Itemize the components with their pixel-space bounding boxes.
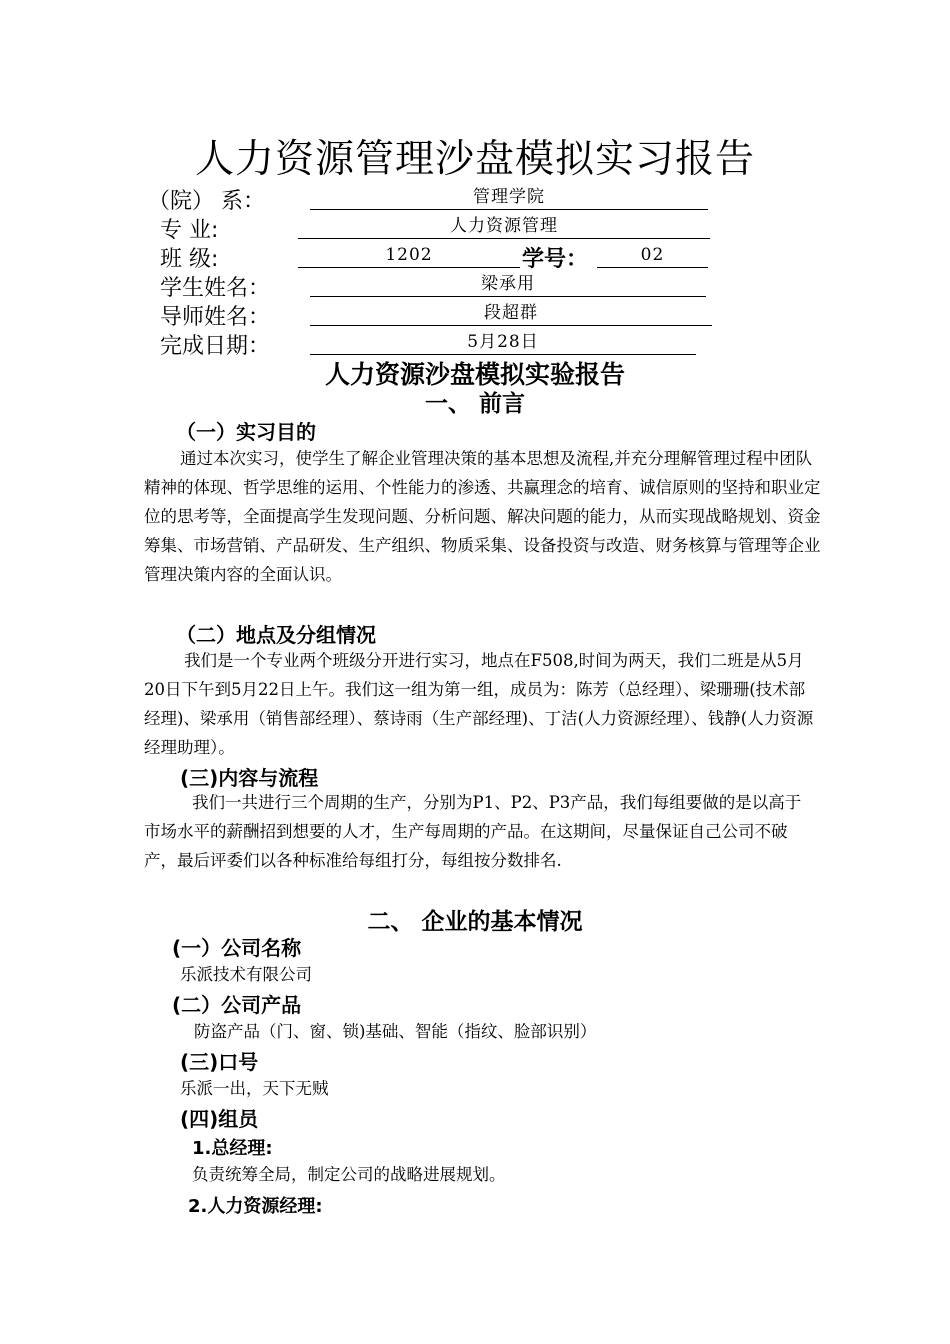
- student-name-value: 梁承用: [481, 274, 535, 294]
- class-field: [298, 239, 520, 268]
- major-value: 人力资源管理: [450, 216, 558, 236]
- section-1-2-title: （二）地点及分组情况: [176, 623, 376, 647]
- company-name-text: 乐派技术有限公司: [180, 965, 312, 984]
- role-2-title: 2.人力资源经理:: [188, 1196, 323, 1217]
- class-value: 1202: [385, 245, 433, 265]
- section-1-title: 一、 前言: [424, 390, 525, 417]
- major-label: 专 业:: [160, 218, 219, 243]
- date-label: 完成日期：: [160, 334, 271, 359]
- role-1-title: 1.总经理:: [192, 1138, 273, 1159]
- class-label: 班 级:: [160, 247, 219, 272]
- members-title: (四)组员: [180, 1107, 259, 1131]
- section-1-3-title: (三)内容与流程: [180, 766, 319, 790]
- section-1-1-text: 通过本次实习，使学生了解企业管理决策的基本思想及流程,并充分理解管理过程中团队精神的体现、哲学思维的运用、个性能力的渗透、共赢理念的培育、诚信原则的坚持和职业定位的思考等，全面提高学生发现问题、分析问题、解决问题的能力，从而实现战略规划、资金筹集、市场营销、产品研发、生产组织、物质采集、设备投资与改造、财务核算与管理等企业管理决策内容的全面认识。: [144, 449, 821, 584]
- major-field: [298, 210, 710, 239]
- student-name-label: 学生姓名：: [160, 276, 271, 301]
- dept-label: （院） 系：: [148, 189, 265, 214]
- report-subtitle: 人力资源沙盘模拟实验报告: [324, 360, 625, 389]
- tutor-value: 段超群: [484, 303, 538, 323]
- company-product-title: (二）公司产品: [172, 993, 302, 1017]
- slogan-title: (三)口号: [180, 1050, 259, 1074]
- dept-field: [310, 181, 708, 210]
- section-1-3-text: 我们一共进行三个周期的生产，分别为P1、P2、P3产品，我们每组要做的是以高于市场水平的薪酬招到想要的人才，生产每周期的产品。在这期间，尽量保证自己公司不破产，最后评委们以各种标准给每组打分，每组按分数排名.: [144, 793, 802, 870]
- company-product-text: 防盗产品（门、窗、锁)基础、智能（指纹、脸部识别）: [194, 1022, 597, 1041]
- student-no-value: 02: [640, 245, 665, 265]
- page-title: 人力资源管理沙盘模拟实习报告: [194, 137, 755, 182]
- section-1-1-title: （一）实习目的: [176, 420, 316, 444]
- section-1-2-text: 我们是一个专业两个班级分开进行实习，地点在F508,时间为两天，我们二班是从5月20日下午到5月22日上午。我们这一组为第一组，成员为：陈芳（总经理）、梁珊珊(技术部经理)、梁承用（销售部经理）、蔡诗雨（生产部经理)、丁洁(人力资源经理）、钱静(人力资源经理助理）。: [144, 651, 814, 757]
- date-value: 5月28日: [467, 332, 539, 352]
- dept-value: 管理学院: [473, 187, 545, 207]
- slogan-text: 乐派一出，天下无贼: [180, 1079, 329, 1098]
- section-2-title: 二、 企业的基本情况: [367, 908, 583, 935]
- student-no-label: 学号：: [522, 247, 589, 272]
- company-name-title: (一）公司名称: [172, 936, 302, 960]
- student-no-field: [597, 239, 708, 268]
- student-name-field: [310, 268, 706, 297]
- tutor-label: 导师姓名：: [160, 305, 271, 330]
- role-1-text: 负责统筹全局，制定公司的战略进展规划。: [192, 1165, 506, 1184]
- date-field: [310, 326, 696, 355]
- tutor-field: [310, 297, 712, 326]
